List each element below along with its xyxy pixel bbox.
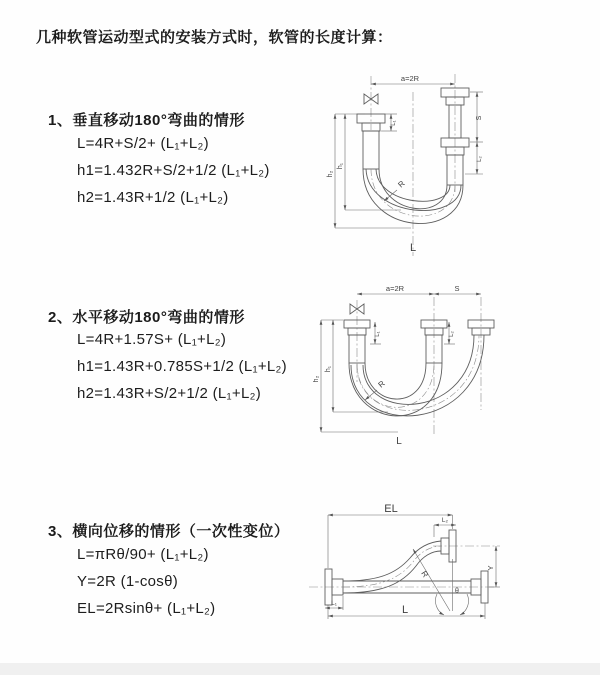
section-3-formula-EL: EL=2Rsinθ+ (L₁+L₂): [77, 600, 216, 617]
dim-label-el: EL: [384, 503, 398, 515]
dim-label-h2: h₂: [313, 375, 320, 383]
section-1-formula-L: L=4R+S/2+ (L₁+L₂): [77, 135, 209, 152]
theta-label: θ: [455, 588, 459, 595]
dim-label-l2: L₂: [449, 331, 455, 337]
length-label: L: [409, 242, 417, 254]
hose-s-curve: [343, 541, 441, 593]
radius-label: R: [376, 378, 387, 390]
dim-label-a2r: a=2R: [400, 74, 420, 83]
page-title: 几种软管运动型式的安装方式时，软管的长度计算：: [36, 29, 393, 46]
section-2-formula-h1: h1=1.43R+0.785S+1/2 (L₁+L₂): [77, 358, 287, 375]
dim-label-l1: L₁: [375, 331, 381, 337]
dim-label-a2r: a=2R: [385, 284, 405, 293]
dim-label-l1: L₁: [331, 600, 337, 607]
dim-label-s: S: [476, 115, 483, 121]
dimension-lines: [327, 74, 483, 254]
section-3-heading: 3、横向位移的情形（一次性变位）: [48, 523, 290, 540]
radius-label: R: [396, 178, 407, 190]
diagram-lateral-displacement: [303, 497, 598, 652]
dim-label-l2: L₂: [441, 517, 449, 524]
section-3-formula-L: L=πRθ/90+ (L₁+L₂): [77, 546, 209, 563]
dim-label-h2: h₂: [327, 170, 334, 178]
section-1-formula-h2: h2=1.43R+1/2 (L₁+L₂): [77, 189, 229, 206]
dim-label-l2: L₂: [477, 156, 483, 162]
braided-hose-section: [363, 131, 379, 169]
dim-label-s: S: [454, 284, 460, 293]
section-1-formula-h1: h1=1.432R+S/2+1/2 (L₁+L₂): [77, 162, 270, 179]
section-2-formula-L: L=4R+1.57S+ (L₁+L₂): [77, 331, 227, 348]
dim-label-y: Y: [486, 565, 495, 571]
dim-label-h1: h₁: [337, 162, 344, 170]
radius-label: R: [419, 569, 430, 579]
diagram-horizontal-travel-180-bend: [313, 282, 598, 454]
diagram-vertical-travel-180-bend: [313, 70, 585, 260]
hose-u-bend-positions: [349, 335, 484, 416]
section-2-heading: 2、水平移动180°弯曲的情形: [48, 309, 245, 326]
section-1-heading: 1、垂直移动180°弯曲的情形: [48, 112, 245, 129]
length-label: L: [396, 436, 402, 447]
dim-label-h1: h₁: [325, 365, 332, 373]
page-bottom-scan-edge: [0, 663, 600, 675]
section-3-formula-Y: Y=2R (1-cosθ): [77, 573, 179, 590]
dimension-lines: [325, 503, 500, 619]
dim-label-l1: L₁: [391, 120, 397, 126]
dimension-lines: [313, 284, 481, 447]
construction-lines: [413, 549, 469, 615]
length-label: L: [401, 604, 409, 616]
section-2-formula-h2: h2=1.43R+S/2+1/2 (L₁+L₂): [77, 385, 262, 402]
